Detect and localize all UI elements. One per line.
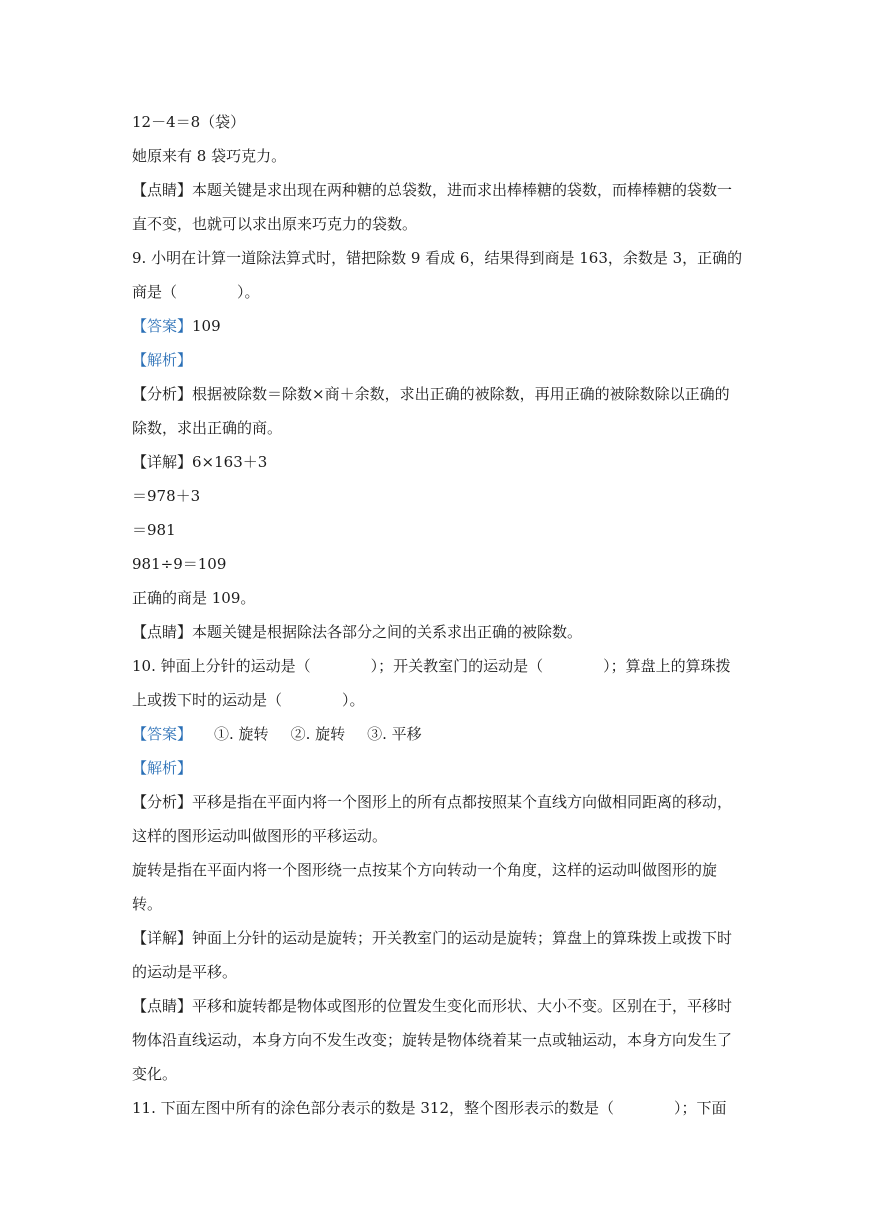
text-line [132,146,742,166]
analysis-heading [132,758,742,778]
text-line [132,520,742,540]
text-line [132,928,742,948]
text-line [132,418,742,438]
line-text: 根据被除数＝除数×商＋余数，求出正确的被除数，再用正确的被除数除以正确的 [192,385,730,403]
text-line [132,860,742,880]
line-text: 直不变，也就可以求出原来巧克力的袋数。 [132,215,418,233]
section-tag-fenxi: 【分析】 [132,793,193,811]
line-text: ＝981 [132,521,176,539]
line-text: 11. 下面左图中所有的涂色部分表示的数是 312，整个图形表示的数是（ ）；下面 [132,1099,727,1117]
text-line [132,792,742,812]
text-line [132,384,742,404]
text-line [132,214,742,234]
line-text: 除数，求出正确的商。 [132,419,283,437]
text-line [132,690,742,710]
text-line [132,894,742,914]
line-text: 本题关键是根据除法各部分之间的关系求出正确的被除数。 [192,623,583,641]
line-text: 10. 钟面上分针的运动是（ ）；开关教室门的运动是（ ）；算盘上的算珠拨 [132,657,731,675]
line-text: 她原来有 8 袋巧克力。 [132,147,287,165]
answer-item: ①. 旋转 [214,725,269,743]
line-text: ＝978＋3 [132,487,201,505]
section-tag-xiangjie: 【详解】 [132,929,193,947]
section-tag-fenxi: 【分析】 [132,385,193,403]
text-line [132,588,742,608]
text-line [132,486,742,506]
line-text: 本题关键是求出现在两种糖的总袋数，进而求出棒棒糖的袋数，而棒棒糖的袋数一 [192,181,733,199]
line-text: 商是（ ）。 [132,283,260,301]
line-text: 变化。 [132,1065,178,1083]
text-line [132,452,742,472]
answer-item: ②. 旋转 [290,725,346,743]
text-line [132,282,742,302]
answer-line [132,724,742,744]
line-text: 109 [192,317,221,335]
question-11-line [132,1098,742,1118]
text-line [132,962,742,982]
line-text: 平移和旋转都是物体或图形的位置发生变化而形状、大小不变。区别在于，平移时 [192,997,733,1015]
text-line [132,1030,742,1050]
line-text: 正确的商是 109。 [132,589,256,607]
answer-line [132,316,742,336]
line-text: 这样的图形运动叫做图形的平移运动。 [132,827,388,845]
section-tag-answer: 【答案】 [132,317,193,335]
text-line [132,1064,742,1084]
analysis-heading [132,350,742,370]
section-tag-dianjing: 【点睛】 [132,181,193,199]
text-line [132,826,742,846]
line-text: 6×163＋3 [192,453,268,471]
text-line [132,622,742,642]
section-tag-answer: 【答案】 [132,725,193,743]
text-line [132,554,742,574]
text-line [132,180,742,200]
section-tag-dianjing: 【点睛】 [132,623,193,641]
question-10-line [132,656,742,676]
section-tag-xiangjie: 【详解】 [132,453,193,471]
section-tag-dianjing: 【点睛】 [132,997,193,1015]
line-text: 的运动是平移。 [132,963,238,981]
line-text: 12－4＝8（袋） [132,113,246,131]
line-text: 物体沿直线运动，本身方向不发生改变；旋转是物体绕着某一点或轴运动，本身方向发生了 [132,1031,733,1049]
line-text: 旋转是指在平面内将一个图形绕一点按某个方向转动一个角度，这样的运动叫做图形的旋 [132,861,718,879]
section-tag-jiexi: 【解析】 [132,759,193,777]
text-line [132,996,742,1016]
line-text: 9. 小明在计算一道除法算式时，错把除数 9 看成 6，结果得到商是 163，余数是 3，正确的 [132,249,742,267]
question-9-line [132,248,742,268]
line-text: 981÷9＝109 [132,555,227,573]
section-tag-jiexi: 【解析】 [132,351,193,369]
line-text: 转。 [132,895,163,913]
line-text: 钟面上分针的运动是旋转；开关教室门的运动是旋转；算盘上的算珠拨上或拨下时 [192,929,733,947]
line-text: 平移是指在平面内将一个图形上的所有点都按照某个直线方向做相同距离的移动， [192,793,733,811]
text-line [132,112,742,132]
line-text: 上或拨下时的运动是（ ）。 [132,691,365,709]
answer-item: ③. 平移 [367,725,422,743]
